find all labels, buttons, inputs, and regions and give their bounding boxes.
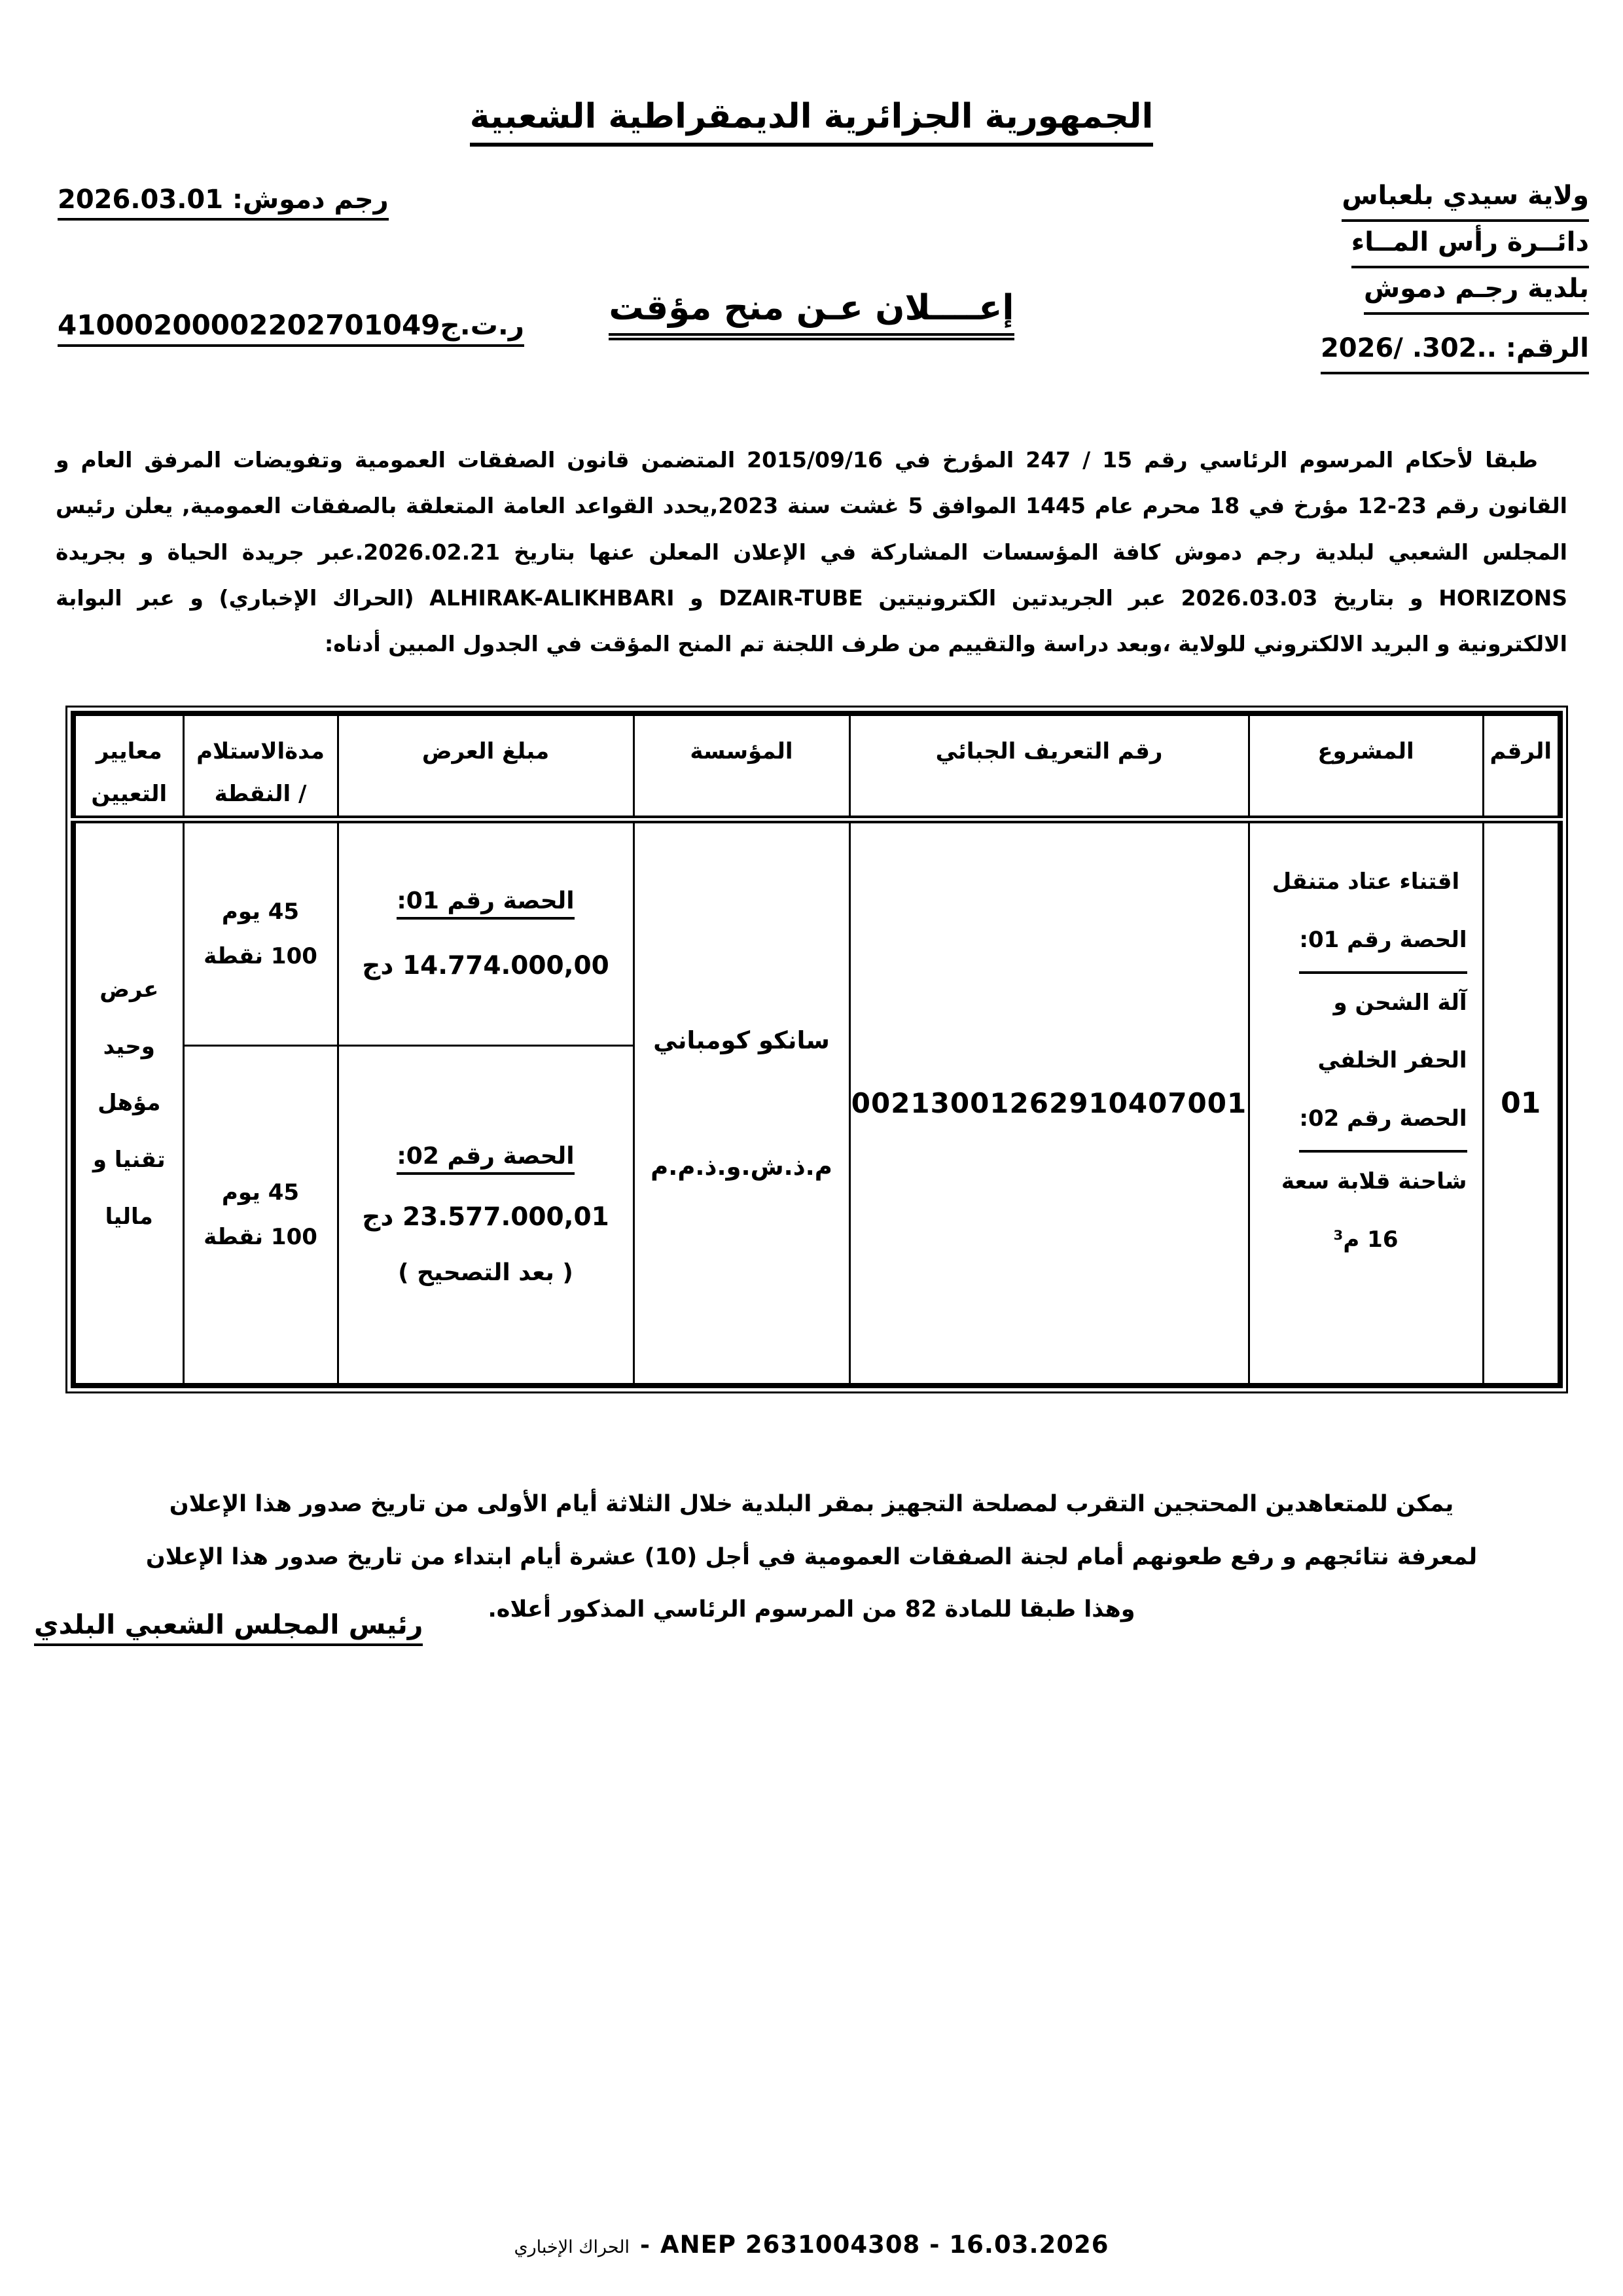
footer-journal-name: الحراك الإخباري — [514, 2237, 630, 2257]
footer-anep-line — [0, 2231, 1623, 2259]
cell-criteria: عرض وحيد مؤهل تقنيا و ماليا — [73, 819, 183, 1386]
cell-company: سانكو كومباني م.ذ.ش.و.ذ.م.م — [633, 819, 849, 1386]
daira-line: دائــرة رأس المــاء — [1321, 222, 1589, 268]
cell-duration-lot1: 45 يوم 100 نقطة — [183, 819, 338, 1045]
announcement-title-text: إعــــلان عـن منح مؤقت — [609, 288, 1014, 340]
cell-tax-id: 00213001262910407001 — [849, 819, 1249, 1386]
closing-line-3: وهذا طبقا للمادة 82 من المرسوم الرئاسي المذكور أعلاه. — [488, 1596, 1135, 1623]
header-criteria: معايير التعيين — [73, 713, 183, 819]
cell-amount-lot2: الحصة رقم 02: 23.577.000,01 دج ( بعد التصحيح ) — [338, 1045, 633, 1386]
place-date: رجم دموش: 2026.03.01 — [58, 185, 389, 221]
commune-line: بلدية رجـم دموش — [1321, 268, 1589, 315]
cell-project: اقتناء عتاد متنقل الحصة رقم 01: آلة الشحن و الحفر الخلفي الحصة رقم 02: شاحنة قلابة سعة 16 م³ — [1249, 819, 1483, 1386]
wilaya-line: ولاية سيدي بلعباس — [1321, 175, 1589, 222]
header-project: المشروع — [1249, 713, 1483, 819]
table-header-row — [73, 713, 1560, 819]
country-title-text: الجمهورية الجزائرية الديمقراطية الشعبية — [470, 97, 1154, 147]
footer-separator: - — [640, 2232, 650, 2259]
header-offer-amount: مبلغ العرض — [338, 713, 633, 819]
award-table-frame — [65, 706, 1568, 1393]
cell-number: 01 — [1483, 819, 1560, 1386]
cell-duration-lot2: 45 يوم 100 نقطة — [183, 1045, 338, 1386]
closing-line-1: يمكن للمتعاهدين المحتجين التقرب لمصلحة التجهيز بمقر البلدية خلال الثلاثة أيام الأولى من تاريخ صدور هذا الإعلان — [169, 1491, 1454, 1517]
table-row-lot1 — [73, 819, 1560, 1045]
footer-anep-reference: ANEP 2631004308 - 16.03.2026 — [660, 2231, 1109, 2259]
intro-paragraph: طبقا لأحكام المرسوم الرئاسي رقم 15 / 247 المؤرخ في 2015/09/16 المتضمن قانون الصفقات العمومية وتفويضات المرفق العام و القانون رقم 23‏-‏12 مؤرخ في 18 محرم عام 1445 الموافق 5 غشت سنة 2023,يحدد القواعد العامة المتعلقة بالصفقات العمومية, يعلن رئيس المجلس الشعبي لبلدية رجم دموش كافة المؤسسات المشاركة في الإعلان المعلن عنها بتاريخ 2026.02.21.عبر جريدة الحياة و بجريدة HORIZONS و بتاريخ 2026.03.03 عبر الجريدتين الكترونيتين DZAIR-TUBE و ALHIRAK-ALIKHBARI (الحراك الإخباري) و عبر البوابة الالكترونية و البريد الالكتروني للولاية ،وبعد دراسة والتقييم من طرف اللجنة تم المنح المؤقت في الجدول المبين أدناه: — [56, 447, 1567, 657]
cell-amount-lot1: الحصة رقم 01: 14.774.000,00 دج — [338, 819, 633, 1045]
signature-title: رئيس المجلس الشعبي البلدي — [34, 1609, 423, 1646]
header-tax-id: رقم التعريف الجبائي — [849, 713, 1249, 819]
header-company: المؤسسة — [633, 713, 849, 819]
country-title — [0, 97, 1623, 147]
header-duration-score: مدةالاستلام / النقطة — [183, 713, 338, 819]
closing-line-2: لمعرفة نتائجهم و رفع طعونهم أمام لجنة الصفقات العمومية في أجل (10) عشرة أيام ابتداء من تاريخ صدور هذا الإعلان — [145, 1543, 1478, 1570]
commerce-registry-number: ر.ت.ج41000200002202701049 — [58, 309, 524, 347]
admin-header — [1321, 175, 1589, 374]
reference-number: الرقم: ..302. /2026 — [1321, 328, 1589, 374]
header-number: الرقم — [1483, 713, 1560, 819]
award-table — [71, 711, 1563, 1388]
